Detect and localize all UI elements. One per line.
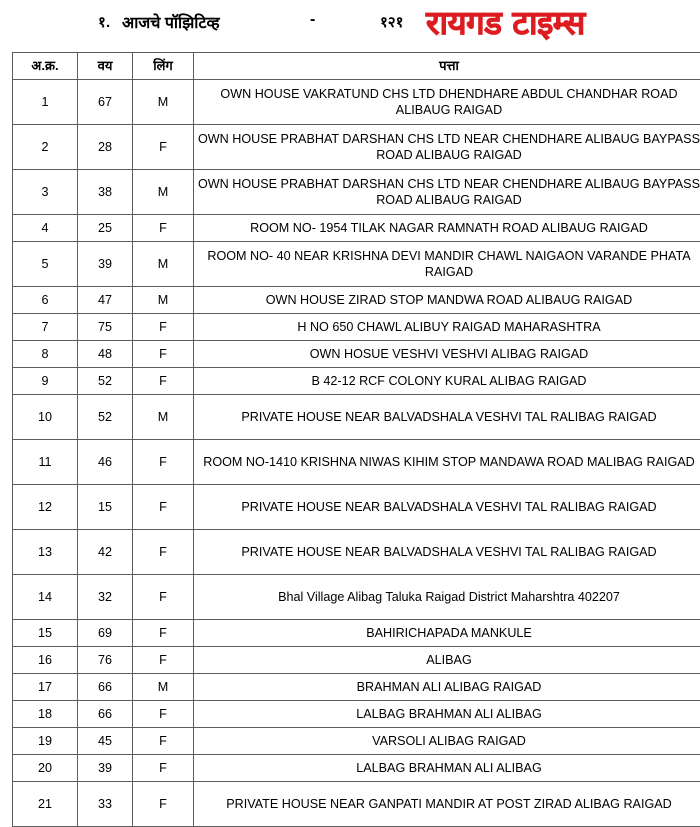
column-header-address: पत्ता [194, 53, 700, 80]
cell-gender: M [133, 170, 194, 215]
column-header-gender: लिंग [133, 53, 194, 80]
cell-gender: F [133, 125, 194, 170]
table-row [13, 125, 700, 170]
cell-address: PRIVATE HOUSE NEAR BALVADSHALA VESHVI TAL RALIBAG RAIGAD [194, 395, 700, 440]
table-row [13, 314, 700, 341]
cell-age: 46 [78, 440, 133, 485]
cell-serial: 11 [13, 440, 78, 485]
table-row [13, 575, 700, 620]
cell-age: 76 [78, 647, 133, 674]
table-row [13, 674, 700, 701]
cell-gender: F [133, 647, 194, 674]
table-row [13, 215, 700, 242]
table-row [13, 242, 700, 287]
cell-age: 52 [78, 368, 133, 395]
cell-gender: F [133, 530, 194, 575]
cell-gender: M [133, 395, 194, 440]
cell-age: 39 [78, 242, 133, 287]
cell-gender: F [133, 314, 194, 341]
cell-gender: F [133, 575, 194, 620]
cell-gender: F [133, 341, 194, 368]
table-row [13, 287, 700, 314]
positive-cases-table [12, 52, 700, 827]
page-title: आजचे पॉझिटिव्ह [122, 11, 220, 33]
cell-address: ROOM NO-1410 KRISHNA NIWAS KIHIM STOP MANDAWA ROAD MALIBAG RAIGAD [194, 440, 700, 485]
cell-gender: F [133, 440, 194, 485]
table-body [13, 80, 700, 827]
cell-address: PRIVATE HOUSE NEAR GANPATI MANDIR AT POST ZIRAD ALIBAG RAIGAD [194, 782, 700, 827]
cell-gender: F [133, 701, 194, 728]
table-row [13, 485, 700, 530]
cell-address: H NO 650 CHAWL ALIBUY RAIGAD MAHARASHTRA [194, 314, 700, 341]
cell-address: OWN HOSUE VESHVI VESHVI ALIBAG RAIGAD [194, 341, 700, 368]
cell-serial: 17 [13, 674, 78, 701]
cell-gender: M [133, 80, 194, 125]
cell-serial: 18 [13, 701, 78, 728]
cell-gender: M [133, 287, 194, 314]
cell-serial: 8 [13, 341, 78, 368]
cell-gender: F [133, 368, 194, 395]
cell-address: ROOM NO- 40 NEAR KRISHNA DEVI MANDIR CHAWL NAIGAON VARANDE PHATA RAIGAD [194, 242, 700, 287]
page-header [0, 0, 700, 46]
cell-address: PRIVATE HOUSE NEAR BALVADSHALA VESHVI TAL RALIBAG RAIGAD [194, 530, 700, 575]
table-header-row [13, 53, 700, 80]
cell-serial: 6 [13, 287, 78, 314]
cell-age: 67 [78, 80, 133, 125]
table-row [13, 395, 700, 440]
cell-address: OWN HOUSE PRABHAT DARSHAN CHS LTD NEAR CHENDHARE ALIBAUG BAYPASS ROAD ALIBAUG RAIGAD [194, 170, 700, 215]
cell-age: 25 [78, 215, 133, 242]
cell-address: BAHIRICHAPADA MANKULE [194, 620, 700, 647]
cell-gender: M [133, 242, 194, 287]
cell-serial: 3 [13, 170, 78, 215]
cell-serial: 15 [13, 620, 78, 647]
positive-cases-table-wrapper [12, 52, 686, 827]
table-row [13, 728, 700, 755]
publication-logo: रायगड टाइम्स [426, 2, 585, 44]
cell-address: ALIBAG [194, 647, 700, 674]
table-row [13, 440, 700, 485]
cell-age: 47 [78, 287, 133, 314]
table-header [13, 53, 700, 80]
cell-address: LALBAG BRAHMAN ALI ALIBAG [194, 701, 700, 728]
cell-age: 75 [78, 314, 133, 341]
cell-serial: 4 [13, 215, 78, 242]
cell-address: PRIVATE HOUSE NEAR BALVADSHALA VESHVI TAL RALIBAG RAIGAD [194, 485, 700, 530]
cell-serial: 21 [13, 782, 78, 827]
header-count: १२१ [380, 12, 403, 32]
cell-address: LALBAG BRAHMAN ALI ALIBAG [194, 755, 700, 782]
cell-age: 33 [78, 782, 133, 827]
table-row [13, 341, 700, 368]
cell-gender: F [133, 755, 194, 782]
cell-age: 32 [78, 575, 133, 620]
cell-serial: 2 [13, 125, 78, 170]
cell-serial: 19 [13, 728, 78, 755]
cell-serial: 1 [13, 80, 78, 125]
cell-serial: 13 [13, 530, 78, 575]
cell-serial: 16 [13, 647, 78, 674]
cell-age: 39 [78, 755, 133, 782]
cell-address: OWN HOUSE VAKRATUND CHS LTD DHENDHARE ABDUL CHANDHAR ROAD ALIBAUG RAIGAD [194, 80, 700, 125]
table-row [13, 782, 700, 827]
cell-age: 69 [78, 620, 133, 647]
cell-gender: F [133, 728, 194, 755]
cell-age: 38 [78, 170, 133, 215]
cell-age: 42 [78, 530, 133, 575]
cell-serial: 5 [13, 242, 78, 287]
cell-age: 28 [78, 125, 133, 170]
cell-gender: F [133, 215, 194, 242]
column-header-serial: अ.क्र. [13, 53, 78, 80]
cell-gender: F [133, 782, 194, 827]
cell-serial: 12 [13, 485, 78, 530]
table-row [13, 755, 700, 782]
cell-age: 48 [78, 341, 133, 368]
cell-serial: 7 [13, 314, 78, 341]
header-separator: - [310, 11, 315, 29]
table-row [13, 80, 700, 125]
cell-address: B 42-12 RCF COLONY KURAL ALIBAG RAIGAD [194, 368, 700, 395]
cell-address: BRAHMAN ALI ALIBAG RAIGAD [194, 674, 700, 701]
cell-age: 66 [78, 674, 133, 701]
column-header-age: वय [78, 53, 133, 80]
cell-age: 15 [78, 485, 133, 530]
cell-serial: 20 [13, 755, 78, 782]
table-row [13, 368, 700, 395]
table-row [13, 647, 700, 674]
cell-address: OWN HOUSE PRABHAT DARSHAN CHS LTD NEAR CHENDHARE ALIBAUG BAYPASS ROAD ALIBAUG RAIGAD [194, 125, 700, 170]
table-row [13, 620, 700, 647]
cell-age: 66 [78, 701, 133, 728]
cell-age: 52 [78, 395, 133, 440]
cell-serial: 14 [13, 575, 78, 620]
cell-age: 45 [78, 728, 133, 755]
header-item-number: १. [98, 12, 110, 32]
cell-gender: F [133, 485, 194, 530]
table-row [13, 170, 700, 215]
cell-address: Bhal Village Alibag Taluka Raigad District Maharshtra 402207 [194, 575, 700, 620]
table-row [13, 701, 700, 728]
table-row [13, 530, 700, 575]
cell-address: VARSOLI ALIBAG RAIGAD [194, 728, 700, 755]
cell-serial: 10 [13, 395, 78, 440]
cell-address: ROOM NO- 1954 TILAK NAGAR RAMNATH ROAD ALIBAUG RAIGAD [194, 215, 700, 242]
cell-gender: M [133, 674, 194, 701]
cell-address: OWN HOUSE ZIRAD STOP MANDWA ROAD ALIBAUG RAIGAD [194, 287, 700, 314]
cell-serial: 9 [13, 368, 78, 395]
cell-gender: F [133, 620, 194, 647]
